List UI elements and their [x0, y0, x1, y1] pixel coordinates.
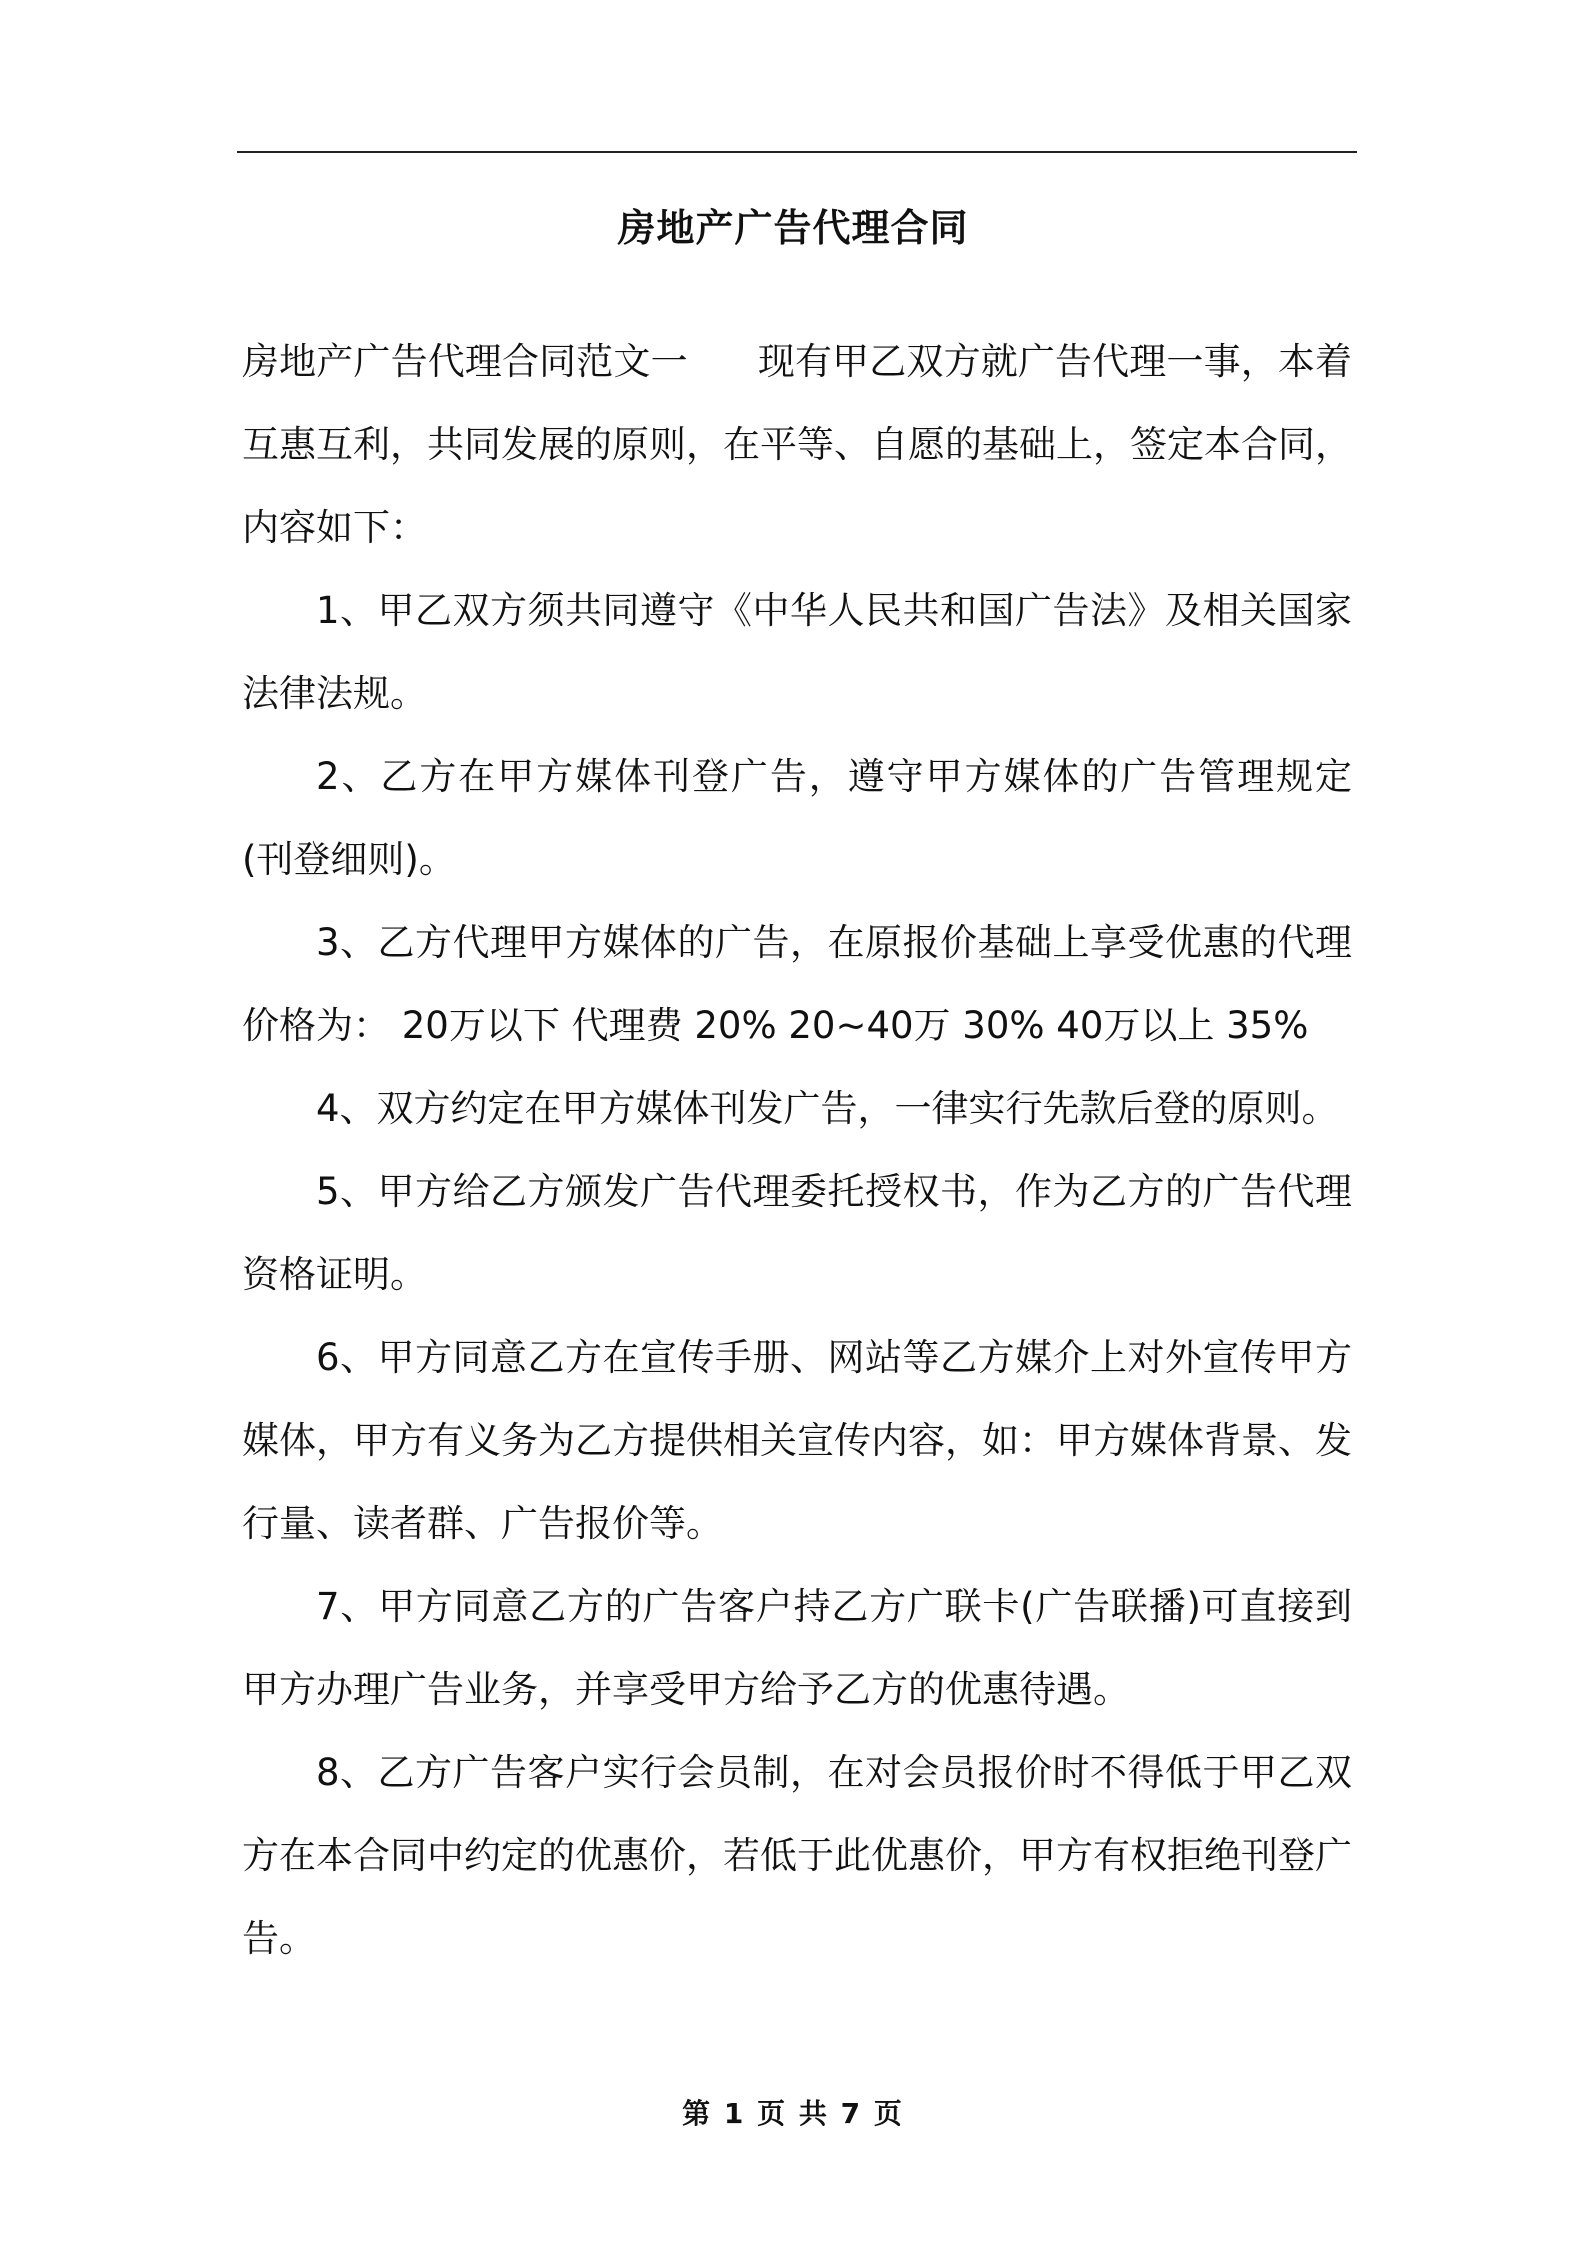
- clause-4: 4、双方约定在甲方媒体刊发广告，一律实行先款后登的原则。: [316, 1087, 1339, 1130]
- clause-1: 1、甲乙双方须共同遵守《中华人民共和国广告法》及相关国家法律法规。: [242, 589, 1352, 715]
- intro-lead: 房地产广告代理合同范文一: [242, 340, 688, 383]
- clause-2: 2、乙方在甲方媒体刊登广告，遵守甲方媒体的广告管理规定(刊登细则)。: [242, 755, 1352, 881]
- intro-text: 现有甲乙双方就广告代理一事，本着互惠互利，共同发展的原则，在平等、自愿的基础上，签定本合同，内容如下：: [242, 340, 1353, 549]
- clause-7: 7、甲方同意乙方的广告客户持乙方广联卡(广告联播)可直接到甲方办理广告业务，并享受甲方给予乙方的优惠待遇。: [242, 1585, 1352, 1711]
- clause-6: 6、甲方同意乙方在宣传手册、网站等乙方媒介上对外宣传甲方媒体，甲方有义务为乙方提供相关宣传内容，如：甲方媒体背景、发行量、读者群、广告报价等。: [242, 1336, 1352, 1545]
- clause-5: 5、甲方给乙方颁发广告代理委托授权书，作为乙方的广告代理资格证明。: [242, 1170, 1352, 1296]
- page-number-footer: 第 1 页 共 7 页: [682, 2097, 904, 2130]
- clause-3: 3、乙方代理甲方媒体的广告，在原报价基础上享受优惠的代理价格为： 20万以下 代理费 20% 20~40万 30% 40万以上 35%: [242, 921, 1352, 1047]
- intro-paragraph: [242, 320, 1352, 569]
- document-title: 房地产广告代理合同: [617, 206, 969, 250]
- document-body: [242, 320, 1352, 1980]
- header-rule: [237, 151, 1357, 153]
- clause-8: 8、乙方广告客户实行会员制，在对会员报价时不得低于甲乙双方在本合同中约定的优惠价，若低于此优惠价，甲方有权拒绝刊登广告。: [242, 1751, 1352, 1960]
